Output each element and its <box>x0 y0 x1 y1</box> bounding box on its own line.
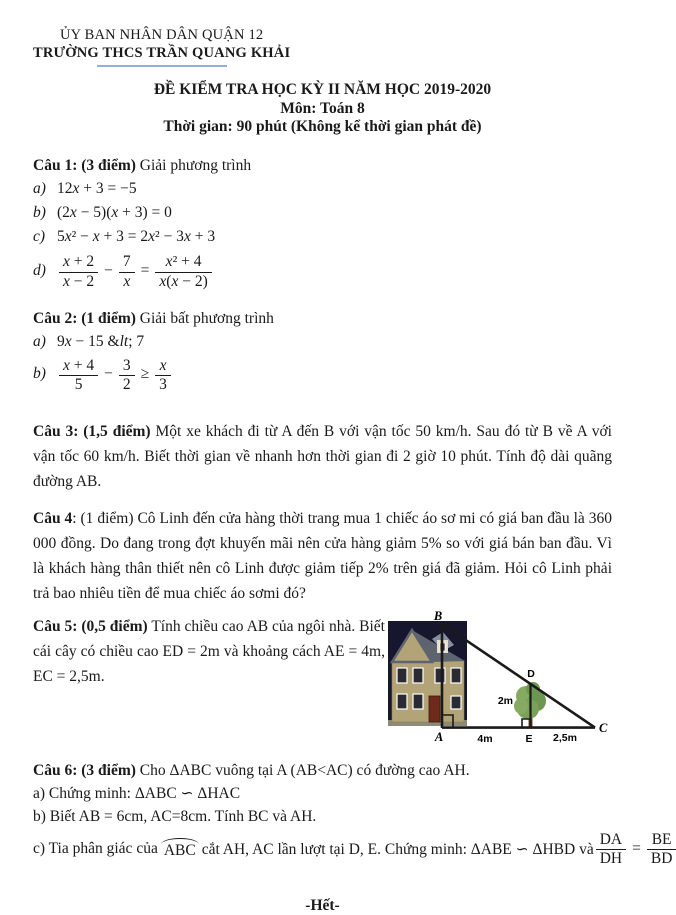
question-2-item-b <box>33 357 612 394</box>
house-illustration <box>388 621 467 726</box>
equals-operator: = <box>140 262 150 280</box>
measure-2m: 2m <box>497 694 513 707</box>
question-6-item-a: a) Chứng minh: ΔABC ∽ ΔHAC <box>33 785 241 803</box>
question-6 <box>33 759 673 868</box>
school-underline-divider <box>97 65 227 67</box>
question-5-text: Tính chiều cao AB của ngôi nhà. Biết cái cây có chiều cao ED = 2m và khoảng cách AE = 4m, EC = 2,5m. <box>33 617 385 685</box>
school-name: TRƯỜNG THCS TRẦN QUANG KHẢI <box>33 45 291 62</box>
fraction: $\frac{x + 4}{5}$ <box>59 357 98 394</box>
question-1-item-b <box>33 203 612 224</box>
question-2 <box>33 310 612 393</box>
question-1-item-d <box>33 253 612 290</box>
item-label: b) <box>33 204 46 222</box>
question-1-heading <box>33 157 612 175</box>
item-label: a) <box>33 332 46 350</box>
question-6-item-c <box>33 830 673 868</box>
equation: 12x + 3 = −5 <box>57 179 137 197</box>
exam-subject: Môn: Toán 8 <box>280 99 365 117</box>
fraction: $\frac{x + 2}{x - 2}$ <box>59 253 98 290</box>
question-2-prompt: Giải bất phương trình <box>139 310 274 328</box>
exam-title-block <box>33 81 612 136</box>
vertex-label-D: D <box>527 667 535 680</box>
question-2-item-a <box>33 332 612 353</box>
house-triangle-figure <box>385 608 651 751</box>
equation: 9x − 15 &lt; 7 <box>57 332 145 350</box>
question-1 <box>33 157 612 290</box>
vertex-label-A: A <box>434 729 444 744</box>
greater-equal-operator: ≥ <box>140 365 150 383</box>
vertex-label-C: C <box>599 720 608 735</box>
question-6-heading <box>33 759 612 782</box>
item-label: a) <box>33 179 46 197</box>
measure-2-5m: 2,5m <box>553 731 577 744</box>
question-5 <box>33 608 612 751</box>
question-6-label: Câu 6: (3 điểm) <box>33 761 136 779</box>
item-label: b) <box>33 365 46 383</box>
end-marker: -Hết- <box>305 897 340 915</box>
question-3-text: Một xe khách đi từ A đến B với vận tốc 50 km/h. Sau đó từ B về A với vận tốc 60 km/h. Biết thời gian về nhanh hơn thời gian đi 2 giờ 10 phút. Tính độ dài quãng đường AB. <box>33 423 612 491</box>
question-1-label: Câu 1: (3 điểm) <box>33 157 136 175</box>
item-label: d) <box>33 262 46 280</box>
equation: 5x² − x + 3 = 2x² − 3x + 3 <box>57 228 216 246</box>
fraction: $\frac{3}{2}$ <box>119 357 135 394</box>
question-4-text: : (1 điểm) Cô Linh đến cửa hàng thời trang mua 1 chiếc áo sơ mi có giá ban đầu là 360 000 đồng. Do đang trong đợt khuyến mãi nên cửa hàng giảm 5% so với giá bán ban đầu. Vì là khách hàng thân thiết nên cô Linh được giảm tiếp 2% trên giá đã giảm. Hỏi cô Linh phải trả bao nhiêu tiền để mua chiếc áo sơmi đó? <box>33 509 612 602</box>
question-2-heading <box>33 310 612 328</box>
header-org-block <box>33 26 290 67</box>
fraction: $\frac{BE}{BD}$ <box>647 831 676 868</box>
question-4-label: Câu 4 <box>33 509 73 527</box>
minus-operator: − <box>104 262 113 280</box>
vertex-label-E: E <box>525 732 533 745</box>
question-2-label: Câu 2: (1 điểm) <box>33 310 136 328</box>
fraction: $\frac{\text{x² + 4}}{x(x - 2)}$ <box>155 253 211 290</box>
measure-4m: 4m <box>477 732 493 745</box>
question-4 <box>33 506 612 606</box>
question-6-intro: Cho ΔABC vuông tại A (AB<AC) có đường cao AH. <box>139 761 470 779</box>
angle-abc-with-arc: ABC <box>161 838 199 860</box>
item-c-middle: cắt AH, AC lần lượt tại D, E. Chứng minh: ΔABE ∽ ΔHBD và <box>201 840 594 858</box>
equals-operator: = <box>632 840 641 858</box>
question-3 <box>33 419 612 494</box>
fraction: $\frac{x}{3}$ <box>155 357 171 394</box>
question-5-text-block <box>33 615 385 689</box>
org-name: ỦY BAN NHÂN DÂN QUẬN 12 <box>59 27 264 43</box>
exam-title: ĐỀ KIỂM TRA HỌC KỲ II NĂM HỌC 2019-2020 <box>153 81 492 99</box>
question-6-item-b: b) Biết AB = 6cm, AC=8cm. Tính BC và AH. <box>33 808 317 826</box>
question-3-label: Câu 3: (1,5 điểm) <box>33 423 151 441</box>
item-c-prefix: c) Tia phân giác của <box>33 840 158 858</box>
question-5-label: Câu 5: (0,5 điểm) <box>33 617 148 635</box>
fraction: $\frac{7}{x}$ <box>119 253 135 290</box>
exam-duration: Thời gian: 90 phút (Không kể thời gian phát đề) <box>163 117 482 135</box>
vertex-label-B: B <box>433 608 443 623</box>
question-1-item-a <box>33 179 612 200</box>
minus-operator: − <box>104 365 113 383</box>
equation: (2x − 5)(x + 3) = 0 <box>57 204 172 222</box>
fraction: $\frac{DA}{DH}$ <box>596 831 626 868</box>
question-1-prompt: Giải phương trình <box>139 157 252 175</box>
item-label: c) <box>33 228 46 246</box>
question-1-item-c <box>33 227 612 248</box>
